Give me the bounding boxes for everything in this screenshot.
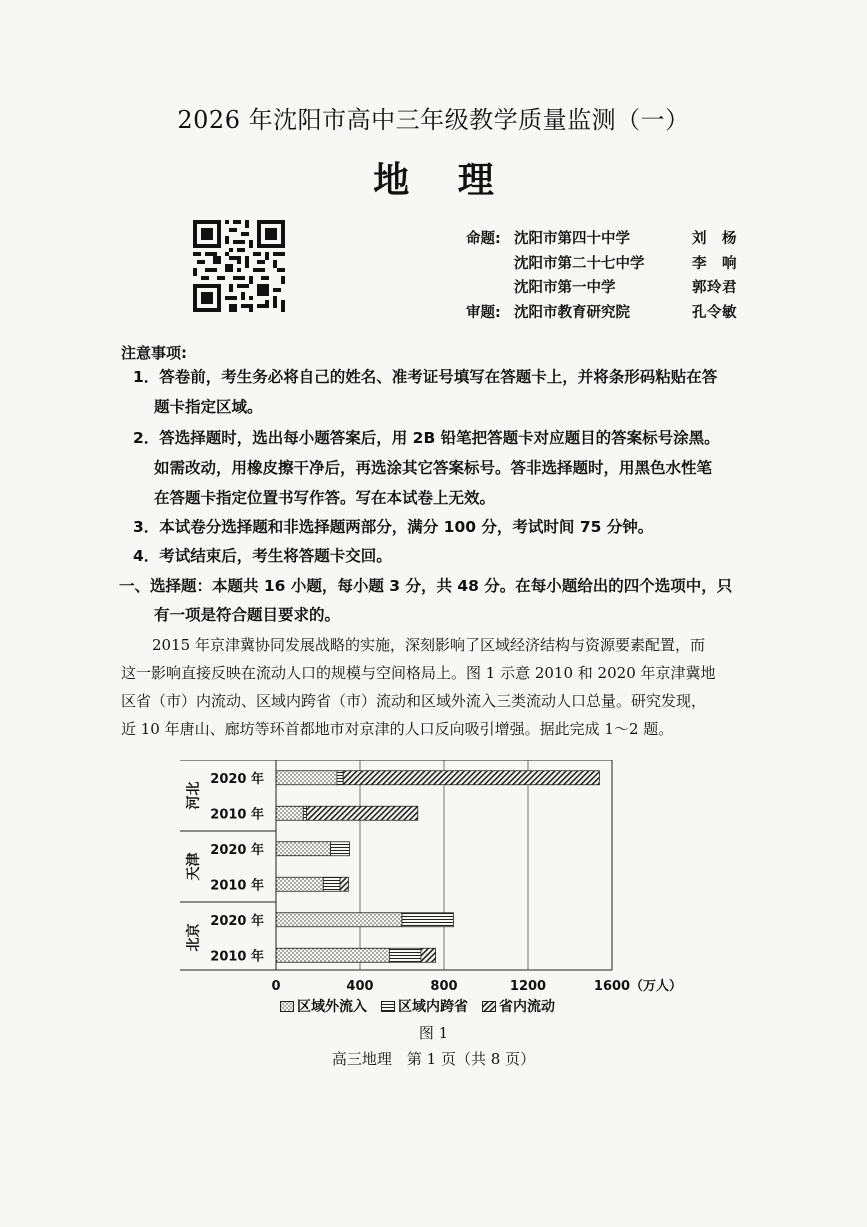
credits (466, 227, 752, 325)
legend-item (381, 996, 468, 1016)
category-label: 2010 年 (210, 949, 264, 965)
credit-person: 刘 杨 (692, 231, 737, 247)
dots-pattern-icon (280, 1001, 294, 1012)
population-bar-chart (180, 760, 720, 996)
x-tick-label: 1600 (593, 979, 631, 994)
category-label: 2020 年 (210, 913, 264, 929)
credit-row (466, 252, 752, 277)
category-label: 2010 年 (210, 807, 264, 823)
bar-segment (343, 771, 599, 785)
category-label: 2010 年 (210, 878, 264, 894)
credit-role (466, 276, 514, 301)
page-footer: 高三地理 第 1 页（共 8 页） (331, 1050, 536, 1068)
credit-row (466, 227, 752, 252)
bar-segment (276, 842, 331, 856)
lines-pattern-icon (381, 1001, 395, 1012)
legend-label: 省内流动 (499, 999, 555, 1015)
x-tick-label: 1200 (509, 979, 547, 994)
credit-person: 李 响 (692, 255, 737, 272)
group-label: 河北 (186, 781, 202, 810)
credit-role: 命题: (466, 231, 501, 247)
group-label: 天津 (186, 852, 202, 881)
bar-segment (340, 877, 348, 891)
x-tick-label: 400 (346, 979, 374, 994)
credit-person: 孔令敏 (692, 304, 737, 321)
legend-label: 区域内跨省 (398, 999, 468, 1015)
bar-segment (276, 948, 389, 962)
x-tick-label: 800 (430, 979, 458, 994)
bar-segment (306, 806, 417, 820)
subject-title: 地 理 (373, 159, 512, 201)
bar-segment (276, 806, 303, 820)
notice-line: 题卡指定区域。 (154, 398, 263, 416)
passage-line: 区省（市）内流动、区域内跨省（市）流动和区域外流入三类流动人口总量。研究发现， (121, 692, 707, 710)
exam-title: 2026 年沈阳市高中三年级教学质量监测（一） (177, 106, 690, 134)
bar-segment (331, 842, 350, 856)
passage-line: 2015 年京津冀协同发展战略的实施，深刻影响了区域经济结构与资源要素配置，而 (152, 636, 705, 654)
bar-segment (276, 771, 337, 785)
qr-code (193, 220, 285, 312)
credit-row (466, 301, 752, 326)
category-label: 2020 年 (210, 842, 264, 858)
legend-label: 区域外流入 (297, 999, 367, 1015)
credit-org: 沈阳市第二十七中学 (514, 255, 645, 272)
notice-line: 3．本试卷分选择题和非选择题两部分，满分 100 分，考试时间 75 分钟。 (133, 518, 654, 536)
bar-segment (323, 877, 340, 891)
legend-item (482, 996, 555, 1016)
credit-org: 沈阳市教育研究院 (514, 304, 630, 321)
figure-caption: 图 1 (418, 1024, 449, 1042)
credit-org: 沈阳市第一中学 (514, 280, 616, 296)
section-heading-cont: 有一项是符合题目要求的。 (154, 606, 341, 624)
credit-row (466, 276, 752, 301)
chart-legend (280, 996, 555, 1016)
passage-line: 近 10 年唐山、廊坊等环首都地市对京津的人口反向吸引增强。据此完成 1～2 题。 (121, 720, 674, 738)
bar-segment (303, 806, 306, 820)
bar-segment (276, 877, 323, 891)
notice-line: 2．答选择题时，选出每小题答案后，用 2B 铅笔把答题卡对应题目的答案标号涂黑。 (133, 429, 720, 447)
bar-segment (402, 913, 453, 927)
bar-segment (389, 948, 421, 962)
x-axis-unit: （万人） (630, 979, 683, 994)
credit-role (466, 252, 514, 277)
notice-line: 4．考试结束后，考生将答题卡交回。 (133, 547, 392, 565)
group-label: 北京 (186, 923, 202, 952)
legend-item (280, 996, 367, 1016)
credit-person: 郭玲君 (692, 280, 737, 296)
hatch-pattern-icon (482, 1001, 496, 1012)
bar-segment (337, 771, 343, 785)
bar-segment (421, 948, 436, 962)
notice-line: 如需改动，用橡皮擦干净后，再选涂其它答案标号。答非选择题时，用黑色水性笔 (154, 459, 713, 477)
credit-org: 沈阳市第四十中学 (514, 231, 630, 247)
bar-segment (276, 913, 402, 927)
section-heading: 一、选择题：本题共 16 小题，每小题 3 分，共 48 分。在每小题给出的四个选项中，只 (119, 577, 733, 595)
notice-line: 1．答卷前，考生务必将自己的姓名、准考证号填写在答题卡上，并将条形码粘贴在答 (133, 368, 718, 386)
notice-heading: 注意事项: (121, 344, 187, 362)
x-tick-label: 0 (271, 979, 281, 994)
category-label: 2020 年 (210, 771, 264, 787)
passage-line: 这一影响直接反映在流动人口的规模与空间格局上。图 1 示意 2010 和 2020 年京津冀地 (121, 664, 716, 682)
notice-line: 在答题卡指定位置书写作答。写在本试卷上无效。 (154, 489, 496, 507)
credit-role: 审题: (466, 304, 501, 321)
